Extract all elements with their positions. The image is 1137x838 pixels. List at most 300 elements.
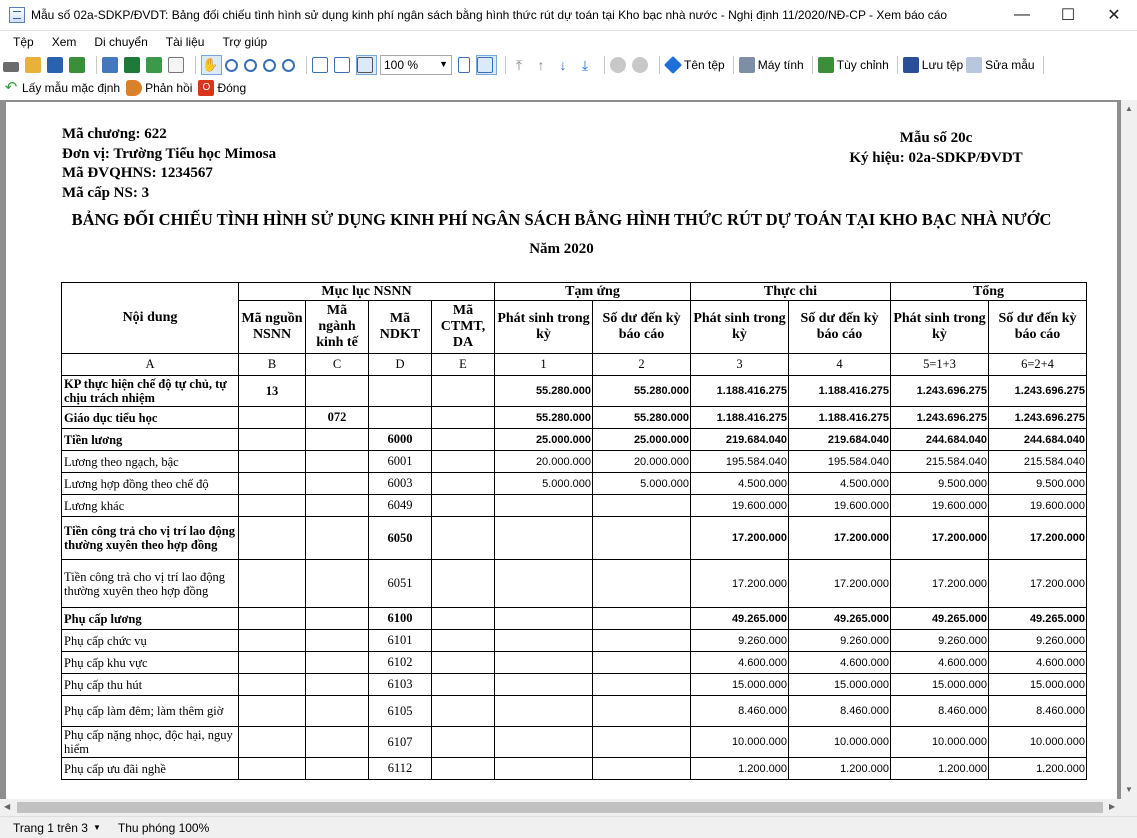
row-amount [495, 630, 593, 652]
row-code [306, 608, 369, 630]
row-amount: 25.000.000 [593, 429, 691, 451]
row-amount: 9.500.000 [891, 473, 989, 495]
row-code: 6000 [369, 429, 432, 451]
title-bar [0, 0, 1137, 31]
scroll-left-icon[interactable]: ◀ [4, 802, 11, 811]
row-amount [593, 696, 691, 727]
table-row [62, 608, 1087, 630]
export-button[interactable] [69, 55, 88, 75]
row-amount: 19.600.000 [989, 495, 1087, 517]
row-amount: 15.000.000 [891, 674, 989, 696]
row-code: 6051 [369, 560, 432, 608]
row-amount: 4.600.000 [789, 652, 891, 674]
row-code [432, 630, 495, 652]
row-code: 6100 [369, 608, 432, 630]
forward-arrow-icon [632, 57, 648, 73]
excel-icon [124, 57, 140, 73]
zoom-in-button[interactable] [244, 55, 260, 75]
row-code: 6050 [369, 517, 432, 560]
row-content: Giáo dục tiểu học [62, 407, 239, 429]
row-code: 6049 [369, 495, 432, 517]
row-amount: 20.000.000 [593, 451, 691, 473]
scroll-down-icon[interactable]: ▼ [1125, 785, 1133, 794]
header-budget-index: Mục lục NSNN [239, 283, 495, 301]
info-diamond-icon [664, 56, 682, 74]
table-icon [102, 57, 118, 73]
close-red-icon: O [198, 80, 214, 96]
printer-icon [3, 62, 19, 72]
row-amount: 1.200.000 [989, 758, 1087, 780]
row-code [239, 451, 306, 473]
table-row [62, 495, 1087, 517]
col-code: A [62, 354, 239, 376]
row-amount [593, 758, 691, 780]
report-title: BẢNG ĐỐI CHIẾU TÌNH HÌNH SỬ DỤNG KINH PHÍ NGÂN SÁCH BẰNG HÌNH THỨC RÚT DỰ TOÁN TẠI KHO BẠC NHÀ NƯỚC [71, 210, 1052, 229]
row-amount: 55.280.000 [593, 407, 691, 429]
calculator-button[interactable] [739, 55, 804, 75]
chapter-code: Mã chương: 622 [62, 126, 167, 142]
row-amount: 15.000.000 [789, 674, 891, 696]
row-code [239, 560, 306, 608]
row-code: 6102 [369, 652, 432, 674]
row-amount: 19.600.000 [789, 495, 891, 517]
row-amount [593, 560, 691, 608]
close-window-button[interactable]: ✕ [1107, 7, 1121, 24]
header-arising: Phát sinh trong kỳ [495, 301, 593, 354]
zoom-out-button[interactable] [263, 55, 279, 75]
row-code [306, 758, 369, 780]
row-amount [593, 630, 691, 652]
multi-page-icon [477, 57, 493, 73]
row-amount [495, 758, 593, 780]
multi-page-button[interactable] [476, 55, 497, 75]
row-amount: 10.000.000 [789, 727, 891, 758]
row-code [432, 758, 495, 780]
row-content: Phụ cấp làm đêm; làm thêm giờ [62, 696, 239, 727]
row-amount: 17.200.000 [789, 517, 891, 560]
row-amount: 49.265.000 [789, 608, 891, 630]
default-template-label: Lấy mẫu mặc định [22, 81, 121, 95]
default-template-button[interactable] [3, 78, 120, 98]
row-amount [593, 495, 691, 517]
report-header-left [62, 125, 276, 203]
row-content: Phụ cấp chức vụ [62, 630, 239, 652]
row-amount: 4.500.000 [789, 473, 891, 495]
horizontal-scroll-thumb[interactable] [17, 802, 1103, 813]
row-amount: 55.280.000 [495, 376, 593, 407]
header-arising: Phát sinh trong kỳ [691, 301, 789, 354]
first-page-button[interactable] [511, 55, 530, 75]
minimize-button[interactable]: — [1014, 6, 1030, 23]
refresh-icon [146, 57, 162, 73]
row-code [432, 376, 495, 407]
row-code [239, 517, 306, 560]
horizontal-scrollbar[interactable] [0, 799, 1121, 816]
row-amount: 5.000.000 [593, 473, 691, 495]
row-amount: 17.200.000 [989, 560, 1087, 608]
hand-icon: ✋ [202, 57, 219, 72]
customize-label: Tùy chỉnh [836, 58, 889, 72]
row-code [432, 495, 495, 517]
row-amount: 1.200.000 [891, 758, 989, 780]
page-indicator[interactable]: Trang 1 trên 3 [13, 820, 88, 835]
report-viewer[interactable] [0, 100, 1121, 799]
row-code [306, 560, 369, 608]
col-code: D [369, 354, 432, 376]
row-content: Phụ cấp khu vực [62, 652, 239, 674]
row-amount: 9.260.000 [891, 630, 989, 652]
row-amount: 49.265.000 [691, 608, 789, 630]
scroll-up-icon[interactable]: ▲ [1125, 104, 1133, 113]
row-amount: 1.243.696.275 [989, 376, 1087, 407]
arrow-up-icon: ↑ [537, 57, 545, 73]
row-code [432, 429, 495, 451]
table-row [62, 473, 1087, 495]
row-amount: 1.243.696.275 [891, 376, 989, 407]
row-amount: 49.265.000 [989, 608, 1087, 630]
report-header-right [826, 129, 1046, 168]
row-amount: 4.600.000 [989, 652, 1087, 674]
header-ndkt-code: Mã NDKT [369, 301, 432, 354]
row-amount: 17.200.000 [789, 560, 891, 608]
row-amount: 4.500.000 [691, 473, 789, 495]
row-amount: 8.460.000 [989, 696, 1087, 727]
row-code [239, 608, 306, 630]
print-button[interactable] [3, 55, 22, 75]
col-code: 3 [691, 354, 789, 376]
row-amount: 4.600.000 [891, 652, 989, 674]
row-code [432, 560, 495, 608]
header-arising: Phát sinh trong kỳ [891, 301, 989, 354]
row-code [369, 407, 432, 429]
header-balance: Số dư đến kỳ báo cáo [789, 301, 891, 354]
row-amount: 49.265.000 [891, 608, 989, 630]
save-button[interactable] [47, 55, 66, 75]
row-amount: 219.684.040 [789, 429, 891, 451]
row-amount: 9.500.000 [989, 473, 1087, 495]
row-code: 6103 [369, 674, 432, 696]
row-amount: 215.584.040 [891, 451, 989, 473]
open-button[interactable] [25, 55, 44, 75]
table-row [62, 652, 1087, 674]
menu-bar [0, 31, 1137, 53]
maximize-button[interactable]: ☐ [1060, 7, 1076, 24]
zoom-region-icon [282, 59, 295, 72]
row-code [239, 473, 306, 495]
row-content: Phụ cấp lương [62, 608, 239, 630]
form-number: Mẫu số 20c [899, 130, 973, 146]
arrow-down-icon: ↓ [559, 57, 567, 73]
secondary-toolbar [0, 77, 1137, 99]
page-dropdown-icon[interactable]: ▼ [92, 823, 101, 832]
col-code: 2 [593, 354, 691, 376]
row-code [239, 758, 306, 780]
scroll-right-icon[interactable]: ▶ [1109, 802, 1116, 811]
row-amount: 8.460.000 [691, 696, 789, 727]
actual-size-icon [357, 57, 373, 73]
row-content: Tiền công trả cho vị trí lao động thường xuyên theo hợp đồng [62, 517, 239, 560]
row-code [306, 473, 369, 495]
file-name-button[interactable] [665, 55, 725, 75]
row-amount [593, 727, 691, 758]
row-amount: 1.200.000 [691, 758, 789, 780]
header-total: Tổng [891, 283, 1087, 301]
vertical-scrollbar[interactable] [1121, 100, 1137, 799]
row-amount: 8.460.000 [789, 696, 891, 727]
last-page-icon: ⤓ [581, 57, 589, 73]
actual-size-button[interactable] [356, 55, 377, 75]
row-code [432, 407, 495, 429]
row-amount [495, 727, 593, 758]
row-amount: 1.188.416.275 [789, 407, 891, 429]
row-code: 6107 [369, 727, 432, 758]
header-balance: Số dư đến kỳ báo cáo [593, 301, 691, 354]
row-amount: 25.000.000 [495, 429, 593, 451]
row-code [432, 696, 495, 727]
row-code: 6112 [369, 758, 432, 780]
row-code [432, 608, 495, 630]
row-amount: 15.000.000 [691, 674, 789, 696]
preview-button[interactable] [168, 55, 187, 75]
megaphone-icon [126, 80, 142, 96]
report-page [6, 102, 1117, 799]
col-code: 4 [789, 354, 891, 376]
row-code: 072 [306, 407, 369, 429]
close-label: Đóng [217, 81, 247, 95]
row-code [306, 630, 369, 652]
row-amount: 1.188.416.275 [691, 376, 789, 407]
row-code [306, 451, 369, 473]
excel-button[interactable] [124, 55, 143, 75]
row-amount: 17.200.000 [691, 560, 789, 608]
row-amount: 219.684.040 [691, 429, 789, 451]
unit-name: Đơn vị: Trường Tiểu học Mimosa [62, 145, 277, 162]
row-code [432, 517, 495, 560]
calculator-icon [739, 57, 755, 73]
row-amount: 17.200.000 [989, 517, 1087, 560]
row-amount: 10.000.000 [891, 727, 989, 758]
fit-width-icon [334, 57, 350, 73]
row-amount: 1.188.416.275 [789, 376, 891, 407]
fit-page-button[interactable] [312, 55, 331, 75]
status-bar [0, 816, 1137, 838]
report-year: Năm 2020 [529, 241, 594, 257]
forward-button[interactable] [632, 55, 651, 75]
row-amount [495, 674, 593, 696]
zoom-value: 100 % [384, 58, 419, 72]
row-amount [495, 517, 593, 560]
single-page-icon [458, 57, 470, 73]
save-file-button[interactable] [903, 55, 963, 75]
feedback-button[interactable] [126, 78, 192, 98]
row-amount: 195.584.040 [789, 451, 891, 473]
row-amount: 244.684.040 [891, 429, 989, 451]
row-code [239, 429, 306, 451]
floppy-icon [903, 57, 919, 73]
row-code: 6105 [369, 696, 432, 727]
hand-tool-button[interactable] [201, 55, 222, 75]
edit-template-label: Sửa mẫu [985, 58, 1035, 72]
row-code: 13 [239, 376, 306, 407]
row-code [432, 652, 495, 674]
table-row [62, 376, 1087, 407]
row-code [306, 674, 369, 696]
table-row [62, 758, 1087, 780]
row-content: Phụ cấp ưu đãi nghề [62, 758, 239, 780]
menu-document[interactable]: Tài liệu [165, 35, 205, 49]
row-amount: 17.200.000 [691, 517, 789, 560]
menu-navigate[interactable]: Di chuyển [94, 35, 148, 49]
row-code [306, 517, 369, 560]
next-page-button[interactable] [555, 55, 574, 75]
row-amount: 1.200.000 [789, 758, 891, 780]
row-amount [495, 560, 593, 608]
row-amount: 4.600.000 [691, 652, 789, 674]
row-amount: 19.600.000 [691, 495, 789, 517]
row-amount: 10.000.000 [691, 727, 789, 758]
row-amount [495, 652, 593, 674]
row-code [306, 429, 369, 451]
row-code [306, 376, 369, 407]
back-button[interactable] [610, 55, 629, 75]
row-amount: 195.584.040 [691, 451, 789, 473]
zoom-tool-button[interactable] [225, 55, 241, 75]
row-content: Phụ cấp thu hút [62, 674, 239, 696]
row-code [306, 495, 369, 517]
header-content: Nội dung [62, 283, 239, 354]
table-row [62, 696, 1087, 727]
export-icon [69, 57, 85, 73]
row-amount: 9.260.000 [789, 630, 891, 652]
header-sector-code: Mã ngành kinh tế [306, 301, 369, 354]
row-code [432, 674, 495, 696]
row-code [239, 407, 306, 429]
fit-page-icon [312, 57, 328, 73]
row-amount: 15.000.000 [989, 674, 1087, 696]
row-code [369, 376, 432, 407]
row-content: Tiền công trả cho vị trí lao động thường xuyên theo hợp đồng [62, 560, 239, 608]
column-code-row [62, 354, 1087, 376]
edit-pencil-icon [966, 57, 982, 73]
row-code [432, 473, 495, 495]
form-symbol: Ký hiệu: 02a-SDKP/ĐVDT [849, 149, 1023, 166]
row-amount: 1.243.696.275 [891, 407, 989, 429]
menu-file[interactable]: Tệp [13, 35, 34, 49]
zoom-out-icon [263, 59, 276, 72]
col-code: 5=1+3 [891, 354, 989, 376]
customize-icon [818, 57, 834, 73]
row-content: Lương khác [62, 495, 239, 517]
row-amount: 9.260.000 [989, 630, 1087, 652]
row-content: Lương hợp đồng theo chế độ [62, 473, 239, 495]
row-amount: 244.684.040 [989, 429, 1087, 451]
row-code [432, 727, 495, 758]
col-code: 6=2+4 [989, 354, 1087, 376]
row-amount [593, 608, 691, 630]
file-name-label: Tên tệp [684, 58, 725, 72]
row-content: Tiền lương [62, 429, 239, 451]
magnifier-icon [225, 59, 238, 72]
zoom-select[interactable] [380, 55, 452, 75]
table-row [62, 560, 1087, 608]
row-code [239, 674, 306, 696]
row-amount: 20.000.000 [495, 451, 593, 473]
col-code: E [432, 354, 495, 376]
window-title: Mẫu số 02a-SDKP/ĐVDT: Bảng đối chiếu tình hình sử dụng kinh phí ngân sách bằng hình thức rút dự toán tại Kho bạc nhà nước - Nghị định 11/2020/NĐ-CP - Xem báo cáo [31, 8, 948, 22]
row-code [239, 630, 306, 652]
zoom-in-icon [244, 59, 257, 72]
header-source-code: Mã nguồn NSNN [239, 301, 306, 354]
menu-view[interactable]: Xem [51, 35, 77, 49]
row-amount: 17.200.000 [891, 560, 989, 608]
edit-template-button[interactable] [966, 55, 1034, 75]
header-balance: Số dư đến kỳ báo cáo [989, 301, 1087, 354]
row-content: KP thực hiện chế độ tự chủ, tự chịu trách nhiệm [62, 376, 239, 407]
row-code [306, 652, 369, 674]
row-amount [495, 696, 593, 727]
fit-width-button[interactable] [334, 55, 353, 75]
table-row [62, 630, 1087, 652]
col-code: C [306, 354, 369, 376]
refresh-button[interactable] [146, 55, 165, 75]
back-green-icon: ↶ [4, 79, 18, 96]
customize-button[interactable] [818, 55, 889, 75]
close-report-button[interactable] [198, 78, 246, 98]
main-toolbar [0, 53, 1137, 77]
budget-level: Mã cấp NS: 3 [62, 184, 150, 201]
col-code: 1 [495, 354, 593, 376]
row-amount [593, 674, 691, 696]
row-code: 6001 [369, 451, 432, 473]
back-arrow-icon [610, 57, 626, 73]
report-table [61, 282, 1087, 780]
row-amount: 17.200.000 [891, 517, 989, 560]
row-amount: 19.600.000 [891, 495, 989, 517]
row-amount: 9.260.000 [691, 630, 789, 652]
page-setup-button[interactable] [102, 55, 121, 75]
row-amount [495, 495, 593, 517]
row-amount [593, 517, 691, 560]
last-page-button[interactable] [577, 55, 596, 75]
row-code [306, 696, 369, 727]
table-row [62, 674, 1087, 696]
row-code [239, 652, 306, 674]
row-code: 6101 [369, 630, 432, 652]
save-file-label: Lưu tệp [921, 58, 964, 72]
zoom-status: Thu phóng 100% [117, 820, 210, 835]
single-page-button[interactable] [458, 55, 473, 75]
first-page-icon: ⤒ [515, 57, 523, 73]
zoom-region-button[interactable] [282, 55, 298, 75]
table-row [62, 517, 1087, 560]
row-amount [495, 608, 593, 630]
calculator-label: Máy tính [757, 58, 804, 72]
unit-code: Mã ĐVQHNS: 1234567 [62, 165, 213, 181]
menu-help[interactable]: Trợ giúp [222, 35, 268, 49]
row-amount: 5.000.000 [495, 473, 593, 495]
col-code: B [239, 354, 306, 376]
row-amount: 10.000.000 [989, 727, 1087, 758]
row-code [239, 727, 306, 758]
table-row [62, 727, 1087, 758]
row-code [432, 451, 495, 473]
prev-page-button[interactable] [533, 55, 552, 75]
preview-icon [168, 57, 184, 73]
row-amount: 55.280.000 [593, 376, 691, 407]
row-amount: 55.280.000 [495, 407, 593, 429]
row-amount: 215.584.040 [989, 451, 1087, 473]
table-row [62, 429, 1087, 451]
